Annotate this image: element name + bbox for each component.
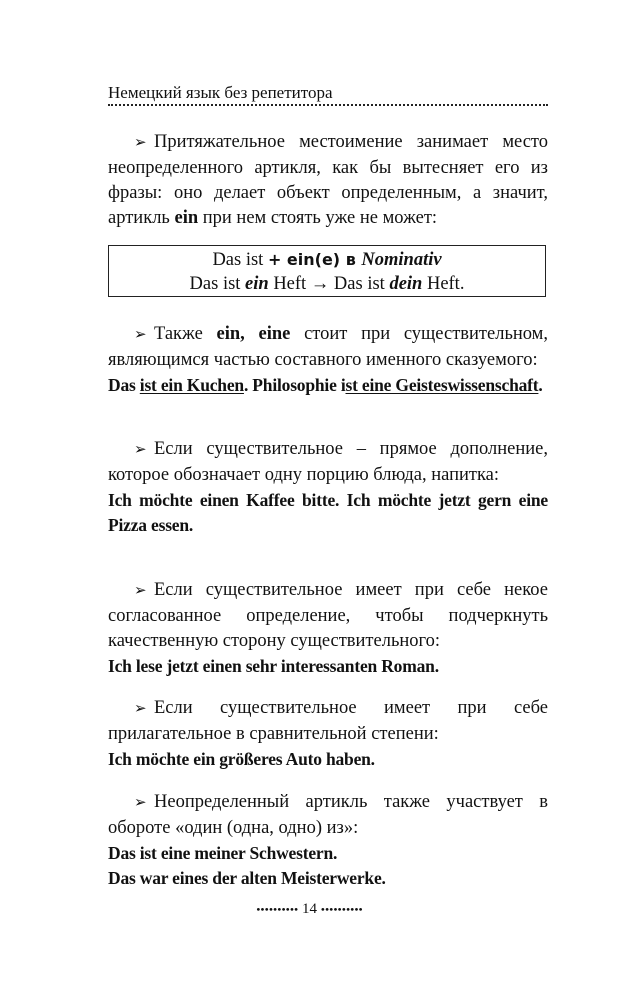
arrowhead-icon: ➢ xyxy=(134,795,147,811)
paragraph: ➢ Также ein, eine стоит при существительном, являющимся частью составного именного сказуемого: xyxy=(108,324,549,370)
page-number: 14 xyxy=(302,901,317,917)
paragraph: ➢ Притяжательное местоимение занимает место неопределенного артикля, как бы вытесняет его из фразы: оно делает объект определенным, а значит, артикль ein при нем стоять уже не может: xyxy=(108,132,548,228)
footer-dots-left: •••••••••• xyxy=(256,902,299,917)
arrowhead-icon: ➢ xyxy=(134,442,147,458)
arrowhead-icon: ➢ xyxy=(134,701,147,717)
footer-dots-right: •••••••••• xyxy=(320,902,363,917)
paragraph: ➢ Если существительное имеет при себе некое согласованное определение, чтобы подчеркнуть качественную сторону существительного: xyxy=(108,580,548,651)
example: Das war eines der alten Meisterwerke. xyxy=(108,868,386,888)
section-attribute xyxy=(108,578,548,679)
example: Ich möchte ein größeres Auto haben. xyxy=(108,749,375,769)
example: Ich möchte einen Kaffee bitte. Ich möchte jetzt gern eine Pizza essen. xyxy=(108,490,548,535)
arrowhead-icon: ➢ xyxy=(134,327,147,343)
rule-line-2: Das ist ein Heft → Das ist dein Heft. xyxy=(189,274,465,294)
page-footer xyxy=(0,900,619,919)
header-dotted-rule xyxy=(108,104,548,106)
paragraph: ➢ Неопределенный артикль также участвует в обороте «один (одна, одно) из»: xyxy=(108,792,548,838)
paragraph: ➢ Если существительное имеет при себе прилагательное в сравнительной степени: xyxy=(108,698,548,744)
rule-line-1: Das ist + ein(e) в Nominativ xyxy=(212,250,442,270)
paragraph: ➢ Если существительное – прямое дополнение, которое обозначает одну порцию блюда, напитка: xyxy=(108,439,548,485)
grammar-rule-box xyxy=(108,245,546,297)
running-head-title: Немецкий язык без репетитора xyxy=(108,83,333,102)
example: Das ist ein Kuchen. Philosophie ist eine Geisteswissenschaft. xyxy=(108,375,543,395)
section-direct-object xyxy=(108,437,548,538)
bold-term: ein xyxy=(174,208,199,228)
section-predicate xyxy=(108,322,548,398)
section-possessive xyxy=(108,130,548,231)
section-comparative xyxy=(108,696,548,772)
arrowhead-icon: ➢ xyxy=(134,583,147,599)
example: Das ist eine meiner Schwestern. xyxy=(108,843,338,863)
arrowhead-icon: ➢ xyxy=(134,135,147,151)
section-one-of xyxy=(108,790,548,891)
example: Ich lese jetzt einen sehr interessanten Roman. xyxy=(108,656,439,676)
